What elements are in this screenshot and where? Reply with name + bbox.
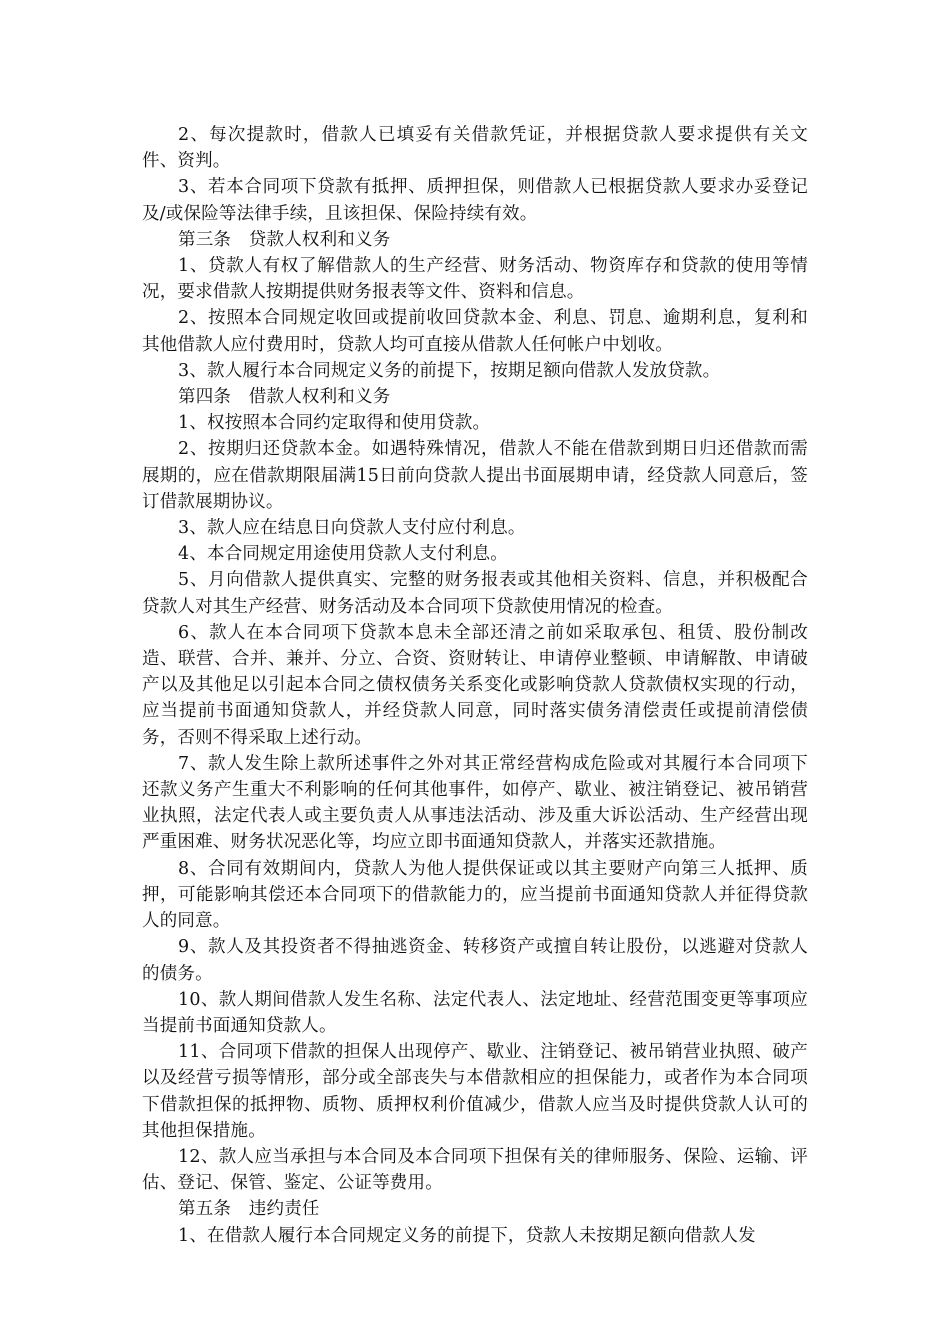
clause-4-3: 3、款人应在结息日向贷款人支付应付利息。 (178, 518, 526, 539)
clause-2-3: 3、若本合同项下贷款有抵押、质押担保，则借款人已根据贷款人要求办妥登记及/或保险等法律手续，且该担保、保险持续有效。 (142, 177, 808, 224)
clause-3-2: 2、按照本合同规定收回或提前收回贷款本金、利息、罚息、逾期利息，复利和其他借款人应付费用时，贷款人均可直接从借款人任何帐户中划收。 (142, 308, 808, 355)
clause-4-11: 11、合同项下借款的担保人出现停产、歇业、注销登记、被吊销营业执照、破产以及经营亏损等情形，部分或全部丧失与本借款相应的担保能力，或者作为本合同项下借款担保的抵押物、质物、质押权利价值减少，借款人应当及时提供贷款人认可的其他担保措施。 (142, 1042, 808, 1141)
clause-4-8: 8、合同有效期间内，贷款人为他人提供保证或以其主要财产向第三人抵押、质押，可能影响其偿还本合同项下的借款能力的，应当提前书面通知贷款人并征得贷款人的同意。 (142, 858, 808, 932)
clause-3-1: 1、贷款人有权了解借款人的生产经营、财务活动、物资库存和贷款的使用等情况，要求借款人按期提供财务报表等文件、资料和信息。 (142, 256, 808, 303)
clause-4-5: 5、月向借款人提供真实、完整的财务报表或其他相关资料、信息，并积极配合贷款人对其生产经营、财务活动及本合同项下贷款使用情况的检查。 (142, 570, 808, 617)
clause-3-3: 3、款人履行本合同规定义务的前提下，按期足额向借款人发放贷款。 (178, 360, 721, 381)
article-5-heading: 第五条 违约责任 (178, 1199, 320, 1220)
clause-4-4: 4、本合同规定用途使用贷款人支付利息。 (178, 544, 508, 565)
clause-5-1: 1、在借款人履行本合同规定义务的前提下，贷款人未按期足额向借款人发 (178, 1225, 756, 1246)
clause-4-1: 1、权按照本合同约定取得和使用贷款。 (178, 413, 491, 434)
clause-4-7: 7、款人发生除上款所述事件之外对其正常经营构成危险或对其履行本合同项下还款义务产生重大不利影响的任何其他事件，如停产、歇业、被注销登记、被吊销营业执照，法定代表人或主要负责人从事违法活动、涉及重大诉讼活动、生产经营出现严重困难、财务状况恶化等，均应立即书面通知贷款人，并落实还款措施。 (142, 753, 808, 853)
article-4-heading: 第四条 借款人权利和义务 (178, 387, 391, 408)
article-3-heading: 第三条 贷款人权利和义务 (178, 229, 391, 250)
document-body (142, 122, 808, 1249)
clause-4-12: 12、款人应当承担与本合同及本合同项下担保有关的律师服务、保险、运输、评估、登记、保管、鉴定、公证等费用。 (142, 1146, 808, 1194)
clause-4-10: 10、款人期间借款人发生名称、法定代表人、法定地址、经营范围变更等事项应当提前书面通知贷款人。 (142, 989, 808, 1036)
clause-2-2: 2、每次提款时，借款人已填妥有关借款凭证，并根据贷款人要求提供有关文件、资判。 (142, 125, 808, 172)
clause-4-6: 6、款人在本合同项下贷款本息未全部还清之前如采取承包、租赁、股份制改造、联营、合并、兼并、分立、合资、资财转让、申请停业整顿、申请解散、申请破产以及其他足以引起本合同之债权债务关系变化或影响贷款人贷款债权实现的行动，应当提前书面通知贷款人，并经贷款人同意，同时落实债务清偿责任或提前清偿债务，否则不得采取上述行动。 (142, 622, 808, 748)
clause-4-2: 2、按期归还贷款本金。如遇特殊情况，借款人不能在借款到期日归还借款而需展期的，应在借款期限届满15日前向贷款人提出书面展期申请，经贷款人同意后，签订借款展期协议。 (142, 439, 808, 512)
clause-4-9: 9、款人及其投资者不得抽逃资金、转移资产或擅自转让股份，以逃避对贷款人的债务。 (142, 937, 808, 984)
